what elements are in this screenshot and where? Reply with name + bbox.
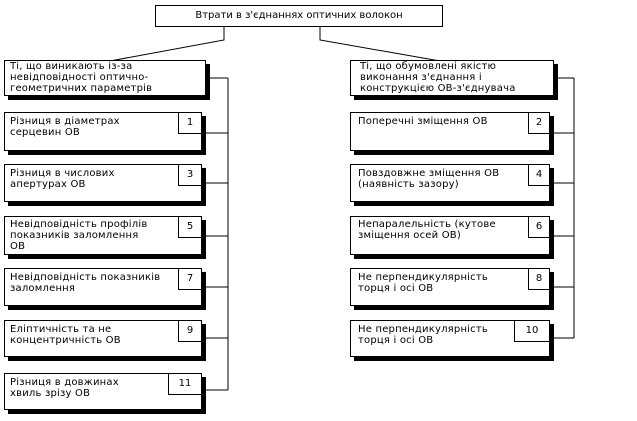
right-item-label: Повздовжне зміщення ОВ (наявність зазору) — [358, 168, 500, 190]
item-number: 8 — [528, 268, 550, 290]
item-number: 3 — [178, 164, 202, 186]
item-number: 2 — [528, 112, 550, 134]
right-item-label: Не перпендикулярність торця і осі ОВ — [358, 324, 488, 346]
right-item-label: Не перпендикулярність торця і осі ОВ — [358, 272, 488, 294]
item-number: 10 — [514, 320, 550, 342]
item-number: 1 — [178, 112, 202, 134]
left-item-label: Різниця в числових апертурах ОВ — [10, 168, 115, 190]
item-number: 7 — [178, 268, 202, 290]
item-number: 11 — [168, 373, 202, 395]
item-number: 9 — [178, 320, 202, 342]
title-to-left-connector — [110, 26, 224, 61]
right-category-label: Ті, що обумовлені якістю виконання з'єднання і конструкцією ОВ-з'єднувача — [360, 61, 516, 94]
item-number: 5 — [178, 216, 202, 238]
right-item-label: Поперечні зміщення ОВ — [358, 116, 488, 127]
left-item-label: Невідповідність показників заломлення — [10, 272, 161, 294]
left-category-label: Ті, що виникають із-за невідповідності оптично- геометричних параметрів — [10, 61, 153, 94]
left-item-label: Різниця в довжинах хвиль зрізу ОВ — [10, 377, 119, 399]
left-item-label: Різниця в діаметрах серцевин ОВ — [10, 116, 120, 138]
item-number: 4 — [528, 164, 550, 186]
right-item-label: Непаралельність (кутове зміщення осей ОВ) — [358, 219, 496, 241]
left-item-label: Невідповідність профілів показників заломлення ОВ — [10, 219, 148, 252]
diagram-title: Втрати в з'єднаннях оптичних волокон — [195, 10, 403, 21]
left-item-label: Еліптичність та не концентричність ОВ — [10, 324, 121, 346]
title-to-right-connector — [320, 26, 440, 61]
item-number: 6 — [528, 216, 550, 238]
